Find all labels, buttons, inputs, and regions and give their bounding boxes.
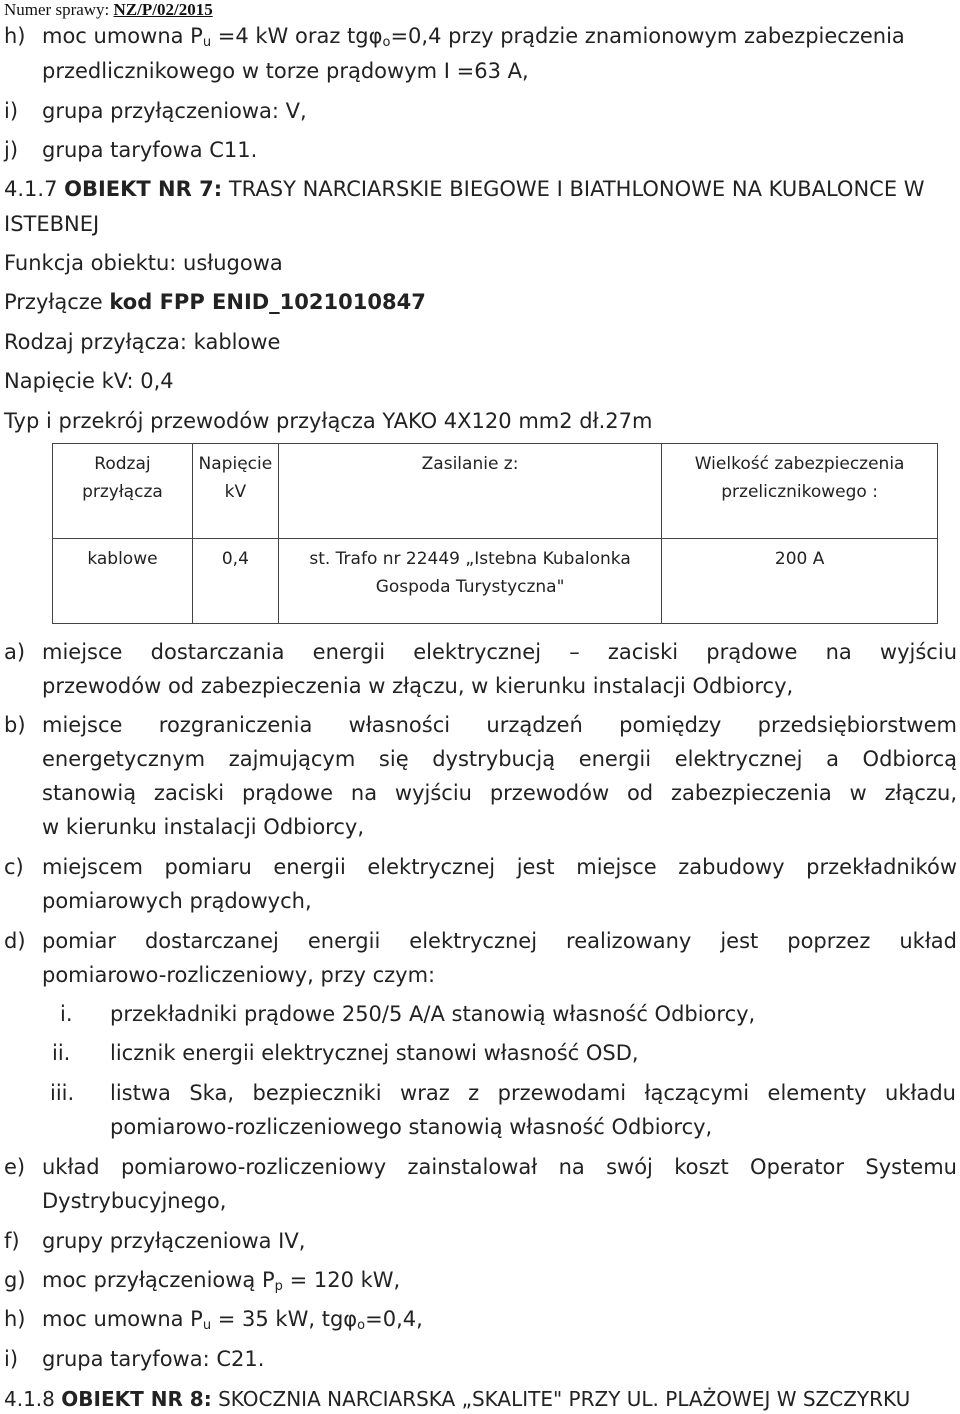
- item-h2-text: moc umowna $P_u = 35$ kW, tgφ$_o$=0,4,: [42, 1307, 423, 1333]
- item-b-line3: stanowią zaciski prądowe na wyjściu przewodów od zabezpieczenia w złączu,: [42, 781, 957, 805]
- connection-table: [52, 443, 938, 624]
- col-header-type: Rodzaj przyłącza: [53, 444, 193, 539]
- section-7-heading: 4.1.7 OBIEKT NR 7: TRASY NARCIARSKIE BIEGOWE I BIATHLONOWE NA KUBALONCE W: [4, 177, 925, 201]
- object-function: Funkcja obiektu: usługowa: [4, 251, 283, 275]
- subitem-iii-marker: iii.: [50, 1081, 75, 1105]
- item-c-line1: miejscem pomiaru energii elektrycznej jest miejsce zabudowy przekładników: [42, 855, 957, 879]
- cell-supply: st. Trafo nr 22449 „Istebna Kubalonka Gospoda Turystyczna": [278, 539, 661, 624]
- case-number-header: [4, 0, 213, 20]
- item-g-marker: g): [4, 1268, 26, 1292]
- item-h-marker: h): [4, 24, 26, 48]
- item-b-line1: miejsce rozgraniczenia własności urządzeń pomiędzy przedsiębiorstwem: [42, 713, 957, 737]
- case-number-label: Numer sprawy:: [4, 0, 110, 19]
- item-h-line1: moc umowna $P_u =4$ kW oraz tgφ$_o$=0,4 przy prądzie znamionowym zabezpieczenia: [42, 24, 905, 50]
- item-h-line2: przedlicznikowego w torze prądowym I =63 A,: [42, 59, 529, 83]
- item-f-text: grupy przyłączeniowa IV,: [42, 1229, 306, 1253]
- item-a-line1: miejsce dostarczania energii elektrycznej – zaciski prądowe na wyjściu: [42, 640, 957, 664]
- item-b-line4: w kierunku instalacji Odbiorcy,: [42, 815, 364, 839]
- subitem-iii-line1: listwa Ska, bezpieczniki wraz z przewodami łączącymi elementy układu: [110, 1081, 956, 1105]
- item-j-text: grupa taryfowa C11.: [42, 138, 258, 162]
- item-i-text: grupa przyłączeniowa: V,: [42, 99, 307, 123]
- col-header-supply: Zasilanie z:: [278, 444, 661, 539]
- item-h2-marker: h): [4, 1307, 26, 1331]
- section-7-heading-cont: ISTEBNEJ: [4, 212, 100, 236]
- table-header-row: [53, 444, 938, 539]
- item-e-marker: e): [4, 1155, 26, 1179]
- connection-type: Rodzaj przyłącza: kablowe: [4, 330, 281, 354]
- item-g-text: moc przyłączeniową $P_p = 120$ kW,: [42, 1268, 401, 1294]
- cell-protection: 200 A: [662, 539, 938, 624]
- item-b-marker: b): [4, 713, 26, 737]
- table-row: [53, 539, 938, 624]
- subitem-ii-marker: ii.: [52, 1041, 71, 1065]
- col-header-protection: Wielkość zabezpieczenia przelicznikowego :: [662, 444, 938, 539]
- subitem-iii-line2: pomiarowo-rozliczeniowego stanowią własność Odbiorcy,: [110, 1115, 713, 1139]
- item-i-marker: i): [4, 99, 19, 123]
- cell-voltage: 0,4: [192, 539, 278, 624]
- item-e-line2: Dystrybucyjnego,: [42, 1189, 227, 1213]
- cable-spec: Typ i przekrój przewodów przyłącza YAKO 4X120 mm2 dł.27m: [4, 409, 653, 433]
- item-f-marker: f): [4, 1229, 20, 1253]
- connection-code: Przyłącze kod FPP ENID_1021010847: [4, 290, 426, 314]
- item-c-line2: pomiarowych prądowych,: [42, 889, 312, 913]
- subitem-i-marker: i.: [60, 1002, 73, 1026]
- case-number-value: NZ/P/02/2015: [113, 0, 213, 19]
- item-c-marker: c): [4, 855, 24, 879]
- item-i2-text: grupa taryfowa: C21.: [42, 1347, 265, 1371]
- item-a-marker: a): [4, 640, 26, 664]
- item-i2-marker: i): [4, 1347, 19, 1371]
- item-d-line1: pomiar dostarczanej energii elektrycznej realizowany jest poprzez układ: [42, 929, 957, 953]
- item-b-line2: energetycznym zajmującym się dystrybucją energii elektrycznej a Odbiorcą: [42, 747, 957, 771]
- col-header-voltage: Napięcie kV: [192, 444, 278, 539]
- voltage: Napięcie kV: 0,4: [4, 369, 174, 393]
- cell-type: kablowe: [53, 539, 193, 624]
- item-d-line2: pomiarowo-rozliczeniowy, przy czym:: [42, 963, 436, 987]
- section-8-heading: 4.1.8 OBIEKT NR 8: SKOCZNIA NARCIARSKA „SKALITE" PRZY UL. PLAŻOWEJ W SZCZYRKU: [4, 1387, 911, 1411]
- subitem-i-text: przekładniki prądowe 250/5 A/A stanowią własność Odbiorcy,: [110, 1002, 756, 1026]
- subitem-ii-text: licznik energii elektrycznej stanowi własność OSD,: [110, 1041, 639, 1065]
- item-e-line1: układ pomiarowo-rozliczeniowy zainstalował na swój koszt Operator Systemu: [42, 1155, 957, 1179]
- item-a-line2: przewodów od zabezpieczenia w złączu, w kierunku instalacji Odbiorcy,: [42, 674, 794, 698]
- item-d-marker: d): [4, 929, 26, 953]
- item-j-marker: j): [4, 138, 19, 162]
